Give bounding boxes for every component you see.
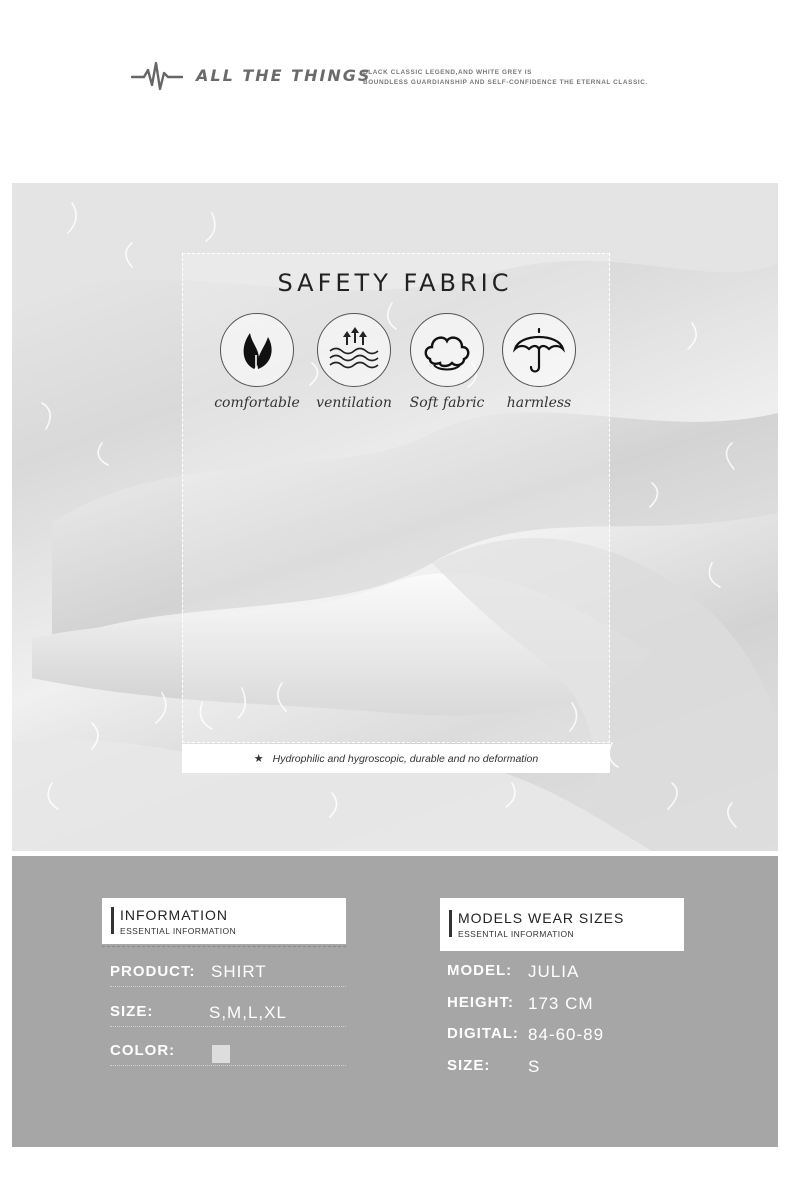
star-icon: ★ <box>253 753 264 765</box>
feature-label: harmless <box>506 395 572 411</box>
information-title: INFORMATION <box>120 907 228 923</box>
model-size-value: S <box>528 1057 541 1076</box>
feature-label: comfortable <box>214 395 300 411</box>
fabric-note-bar <box>182 744 610 773</box>
feature-soft-fabric <box>397 313 497 411</box>
model-size-row <box>447 1057 687 1081</box>
models-title: MODELS WEAR SIZES <box>458 910 625 926</box>
product-label: PRODUCT: <box>110 963 196 980</box>
digital-label: DIGITAL: <box>447 1025 519 1042</box>
feature-harmless <box>489 313 589 411</box>
header-accent-bar <box>449 910 452 937</box>
header-accent-bar <box>111 907 114 934</box>
product-value: SHIRT <box>211 962 267 981</box>
fabric-note-text: Hydrophilic and hygroscopic, durable and no deformation <box>272 752 539 765</box>
color-row <box>110 1042 346 1066</box>
airflow-waves-icon <box>326 325 382 375</box>
feature-comfortable <box>207 313 307 411</box>
models-header-card <box>440 898 684 951</box>
model-label: MODEL: <box>447 962 513 979</box>
feature-icon-circle <box>502 313 576 387</box>
leaf-icon <box>232 325 282 375</box>
divider <box>102 946 346 947</box>
brand-title: ALL THE THINGS <box>196 66 372 85</box>
size-value: S,M,L,XL <box>209 1003 287 1022</box>
models-subtitle: ESSENTIAL INFORMATION <box>458 929 575 939</box>
size-row <box>110 1003 346 1027</box>
feature-icon-circle <box>317 313 391 387</box>
product-row <box>110 963 346 987</box>
feature-label: Soft fabric <box>409 395 485 411</box>
information-subtitle: ESSENTIAL INFORMATION <box>120 926 237 936</box>
height-row <box>447 994 687 1018</box>
brand-tagline <box>363 68 648 88</box>
model-row <box>447 962 687 986</box>
brand-tagline-line1: BLACK CLASSIC LEGEND,AND WHITE GREY IS <box>363 69 532 76</box>
digital-value: 84-60-89 <box>528 1025 605 1044</box>
feature-label: ventilation <box>316 395 392 411</box>
brand-header <box>130 58 690 94</box>
information-header-card <box>102 898 346 944</box>
model-value: JULIA <box>528 962 580 981</box>
height-label: HEIGHT: <box>447 994 514 1011</box>
digital-row <box>447 1025 687 1049</box>
fabric-title: SAFETY FABRIC <box>277 269 513 297</box>
cotton-cloud-icon <box>420 325 474 375</box>
model-size-label: SIZE: <box>447 1057 491 1074</box>
size-label: SIZE: <box>110 1003 154 1020</box>
feature-icon-circle <box>410 313 484 387</box>
heartbeat-line-icon <box>130 58 186 94</box>
color-label: COLOR: <box>110 1042 176 1059</box>
umbrella-icon <box>511 323 567 377</box>
feature-ventilation <box>304 313 404 411</box>
height-value: 173 CM <box>528 994 594 1013</box>
brand-tagline-line2: BOUNDLESS GUARDIANSHIP AND SELF-CONFIDENCE THE ETERNAL CLASSIC. <box>363 79 648 86</box>
color-swatch <box>212 1045 230 1063</box>
feature-icon-circle <box>220 313 294 387</box>
